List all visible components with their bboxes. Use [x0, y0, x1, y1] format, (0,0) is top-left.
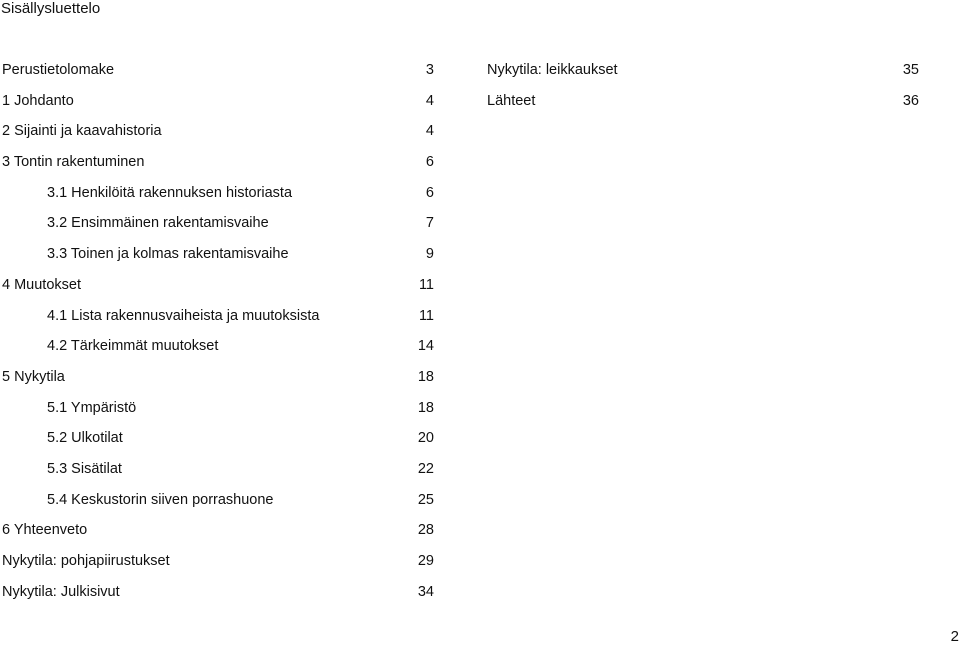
toc-entry-page: 6	[425, 154, 434, 171]
toc-entry-title: 5 Nykytila	[2, 368, 65, 385]
toc-entry	[2, 459, 434, 490]
toc-entry-page: 7	[425, 215, 434, 232]
toc-entry-title: 3.3 Toinen ja kolmas rakentamisvaihe	[47, 246, 289, 263]
toc-entry-title: 1 Johdanto	[2, 92, 74, 109]
toc-entry	[2, 306, 434, 337]
toc-entry-page: 18	[417, 368, 434, 385]
toc-entry-title: 2 Sijainti ja kaavahistoria	[2, 123, 162, 140]
toc-entry	[487, 60, 919, 91]
toc-entry	[2, 275, 434, 306]
toc-entry-page: 4	[425, 92, 434, 109]
toc-entry-title: 5.3 Sisätilat	[47, 460, 122, 477]
toc-entry	[487, 91, 919, 122]
toc-entry-title: 4.1 Lista rakennusvaiheista ja muutoksista	[47, 307, 320, 324]
toc-entry	[2, 367, 434, 398]
toc-entry-title: Perustietolomake	[2, 62, 115, 78]
toc-entry	[2, 398, 434, 429]
toc-entry-page: 14	[417, 338, 434, 355]
toc-entry-page: 3	[425, 62, 434, 78]
toc-entry-page: 6	[425, 184, 434, 201]
toc-entry-page: 29	[417, 553, 434, 569]
page-number: 2	[950, 628, 959, 645]
toc-entry-title: 6 Yhteenveto	[2, 522, 88, 539]
toc-entry-page: 36	[902, 92, 919, 109]
toc-entry-title: 3.2 Ensimmäinen rakentamisvaihe	[47, 215, 269, 232]
toc-entry-page: 22	[417, 460, 434, 477]
toc-entry	[2, 183, 434, 214]
toc-entry-page: 28	[417, 522, 434, 539]
toc-entry-title: Nykytila: pohjapiirustukset	[2, 553, 170, 569]
toc-left-column	[2, 60, 434, 612]
toc-entry-title: 3 Tontin rakentuminen	[2, 154, 145, 171]
toc-entry	[2, 490, 434, 521]
toc-entry	[2, 336, 434, 367]
toc-entry-title: Nykytila: Julkisivut	[2, 583, 120, 600]
toc-entry	[2, 244, 434, 275]
toc-entry-page: 35	[902, 62, 919, 78]
toc-entry-title: 4.2 Tärkeimmät muutokset	[47, 338, 219, 355]
toc-entry-page: 20	[417, 430, 434, 447]
toc-entry-title: Lähteet	[487, 92, 536, 109]
toc-entry-page: 25	[417, 491, 434, 508]
toc-entry-title: 4 Muutokset	[2, 276, 81, 293]
toc-entry-title: 3.1 Henkilöitä rakennuksen historiasta	[47, 184, 293, 201]
toc-entry-title: 5.1 Ympäristö	[47, 399, 137, 416]
toc-entry-page: 4	[425, 123, 434, 140]
toc-heading: Sisällysluettelo	[1, 0, 101, 17]
toc-entry-page: 34	[417, 583, 434, 600]
toc-entry	[2, 121, 434, 152]
toc-entry-page: 18	[417, 399, 434, 416]
toc-entry-page: 11	[418, 276, 434, 293]
toc-right-column	[487, 60, 919, 121]
toc-entry	[2, 520, 434, 551]
toc-entry	[2, 152, 434, 183]
toc-entry	[2, 428, 434, 459]
toc-entry	[2, 582, 434, 613]
toc-entry	[2, 91, 434, 122]
toc-entry-title: 5.4 Keskustorin siiven porrashuone	[47, 491, 274, 508]
toc-entry-title: Nykytila: leikkaukset	[487, 62, 618, 78]
toc-entry	[2, 60, 434, 91]
toc-entry-title: 5.2 Ulkotilat	[47, 430, 123, 447]
toc-entry-page: 11	[418, 307, 434, 324]
toc-entry-page: 9	[425, 246, 434, 263]
toc-entry	[2, 551, 434, 582]
toc-entry	[2, 213, 434, 244]
